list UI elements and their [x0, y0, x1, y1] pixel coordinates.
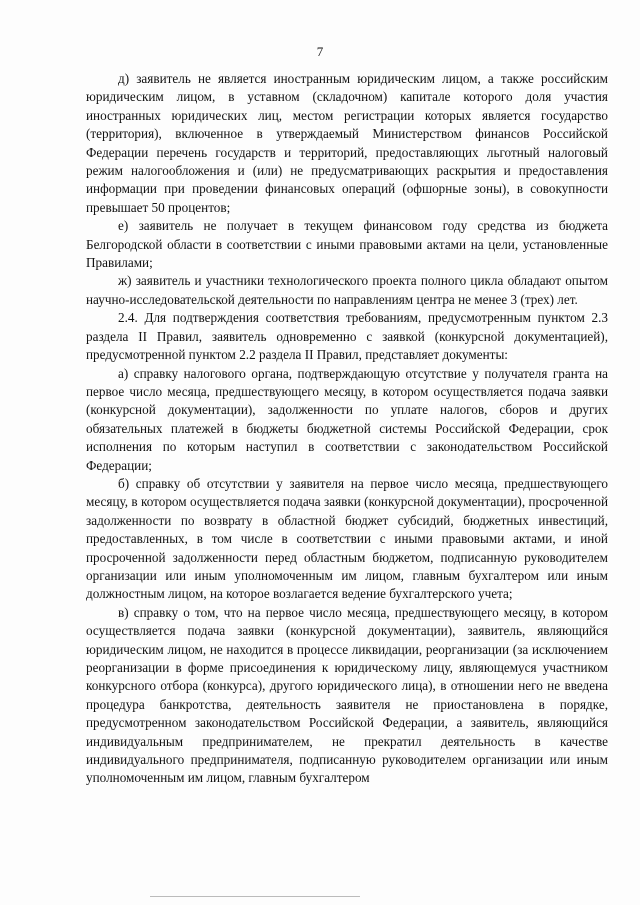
scan-edge-line — [150, 896, 360, 897]
paragraph-e: е) заявитель не получает в текущем финансовом году средства из бюджета Белгородской области в соответствии с иными правовыми актами на цели, установленные Правилами; — [86, 218, 608, 271]
page-number: 7 — [316, 44, 324, 59]
paragraph-d: д) заявитель не является иностранным юридическим лицом, а также российским юридическим лицом, в уставном (складочном) капитале которого доля участия иностранных юридических лиц, местом регистрации которых является государство (территория), включенное в утверждаемый Министерством финансов Российской Федерации перечень государств и территорий, предоставляющих льготный налоговый режим налогообложения и (или) не предусматривающих раскрытия и предоставления информации при проведении финансовых операций (офшорные зоны), в совокупности превышает 50 процентов; — [86, 71, 608, 215]
paragraph-2-4: 2.4. Для подтверждения соответствия требованиям, предусмотренным пунктом 2.3 раздела II Правил, заявитель одновременно с заявкой (конкурсной документацией), предусмотренной пунктом 2.2 раздела II Правил, представляет документы: — [86, 310, 608, 363]
paragraph-a: а) справку налогового органа, подтверждающую отсутствие у получателя гранта на первое число месяца, предшествующего месяцу, в котором осуществляется подача заявки (конкурсной документации), задолженности по уплате налогов, сборов и других обязательных платежей в бюджеты бюджетной системы Российской Федерации, срок исполнения по которым наступил в соответствии с законодательством Российской Федерации; — [86, 365, 608, 473]
paragraph-v: в) справку о том, что на первое число месяца, предшествующего месяцу, в котором осуществляется подача заявки (конкурсной документации), заявитель, являющийся юридическим лицом, не находится в процессе ликвидации, реорганизации (за исключением реорганизации в форме присоединения к юридическому лицу, являющемуся участником конкурсного отбора (конкурса), другого юридического лица), в отношении него не введена процедура банкротства, деятельность заявителя не приостановлена в порядке, предусмотренном законодательством Российской Федерации, а заявитель, являющийся индивидуальным предпринимателем, не прекратил деятельность в качестве индивидуального предпринимателя, подписанную руководителем организации или иным уполномоченным им лицом, главным бухгалтером — [86, 604, 608, 786]
paragraph-zh: ж) заявитель и участники технологического проекта полного цикла обладают опытом научно-исследовательской деятельности по направлениям центра не менее 3 (трех) лет. — [86, 273, 608, 307]
paragraph-b: б) справку об отсутствии у заявителя на первое число месяца, предшествующего месяцу, в котором осуществляется подача заявки (конкурсной документации), просроченной задолженности по возврату в областной бюджет субсидий, бюджетных инвестиций, предоставленных, в том числе в соответствии с иными правовыми актами, и иной просроченной задолженности перед областным бюджетом, подписанную руководителем организации или иным уполномоченным им лицом, главным бухгалтером или иным должностным лицом, на которое возлагается ведение бухгалтерского учета; — [86, 475, 608, 602]
document-body — [86, 70, 608, 788]
